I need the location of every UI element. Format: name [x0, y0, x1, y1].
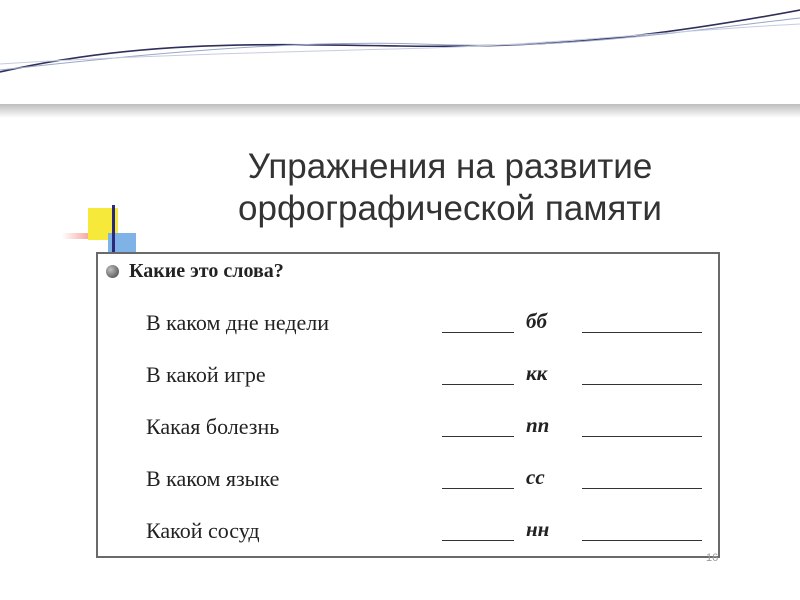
exercise-row	[146, 362, 716, 396]
exercise-card	[96, 252, 720, 558]
title-line-1: Упражнения на развитие	[247, 147, 653, 186]
exercise-header	[106, 260, 284, 283]
row-question: Какая болезнь	[146, 414, 280, 439]
blank-before	[442, 332, 514, 333]
exercise-row	[146, 310, 716, 344]
row-question: В каком дне недели	[146, 310, 330, 335]
blank-after	[582, 488, 702, 489]
row-letters: кк	[526, 361, 548, 385]
exercise-heading: Какие это слова?	[129, 260, 284, 282]
wave-decoration	[0, 0, 800, 104]
blank-before	[442, 384, 514, 385]
blank-after	[582, 384, 702, 385]
row-letters: бб	[526, 309, 547, 333]
row-question: В каком языке	[146, 466, 280, 491]
row-letters: сс	[526, 465, 545, 489]
row-question: Какой сосуд	[146, 518, 260, 543]
exercise-row	[146, 518, 716, 552]
page-number: 16	[706, 552, 719, 564]
exercise-row	[146, 414, 716, 448]
blank-after	[582, 436, 702, 437]
title-line-2: орфографической памяти	[238, 189, 662, 228]
blank-before	[442, 540, 514, 541]
row-letters: нн	[526, 517, 550, 541]
header-shadow	[0, 104, 800, 118]
row-letters: пп	[526, 413, 550, 437]
blank-before	[442, 436, 514, 437]
exercise-row	[146, 466, 716, 500]
blank-after	[582, 332, 702, 333]
blank-before	[442, 488, 514, 489]
bullet-icon	[106, 265, 119, 278]
header-band	[0, 0, 800, 104]
slide-title	[170, 146, 730, 230]
blank-after	[582, 540, 702, 541]
row-question: В какой игре	[146, 362, 266, 387]
